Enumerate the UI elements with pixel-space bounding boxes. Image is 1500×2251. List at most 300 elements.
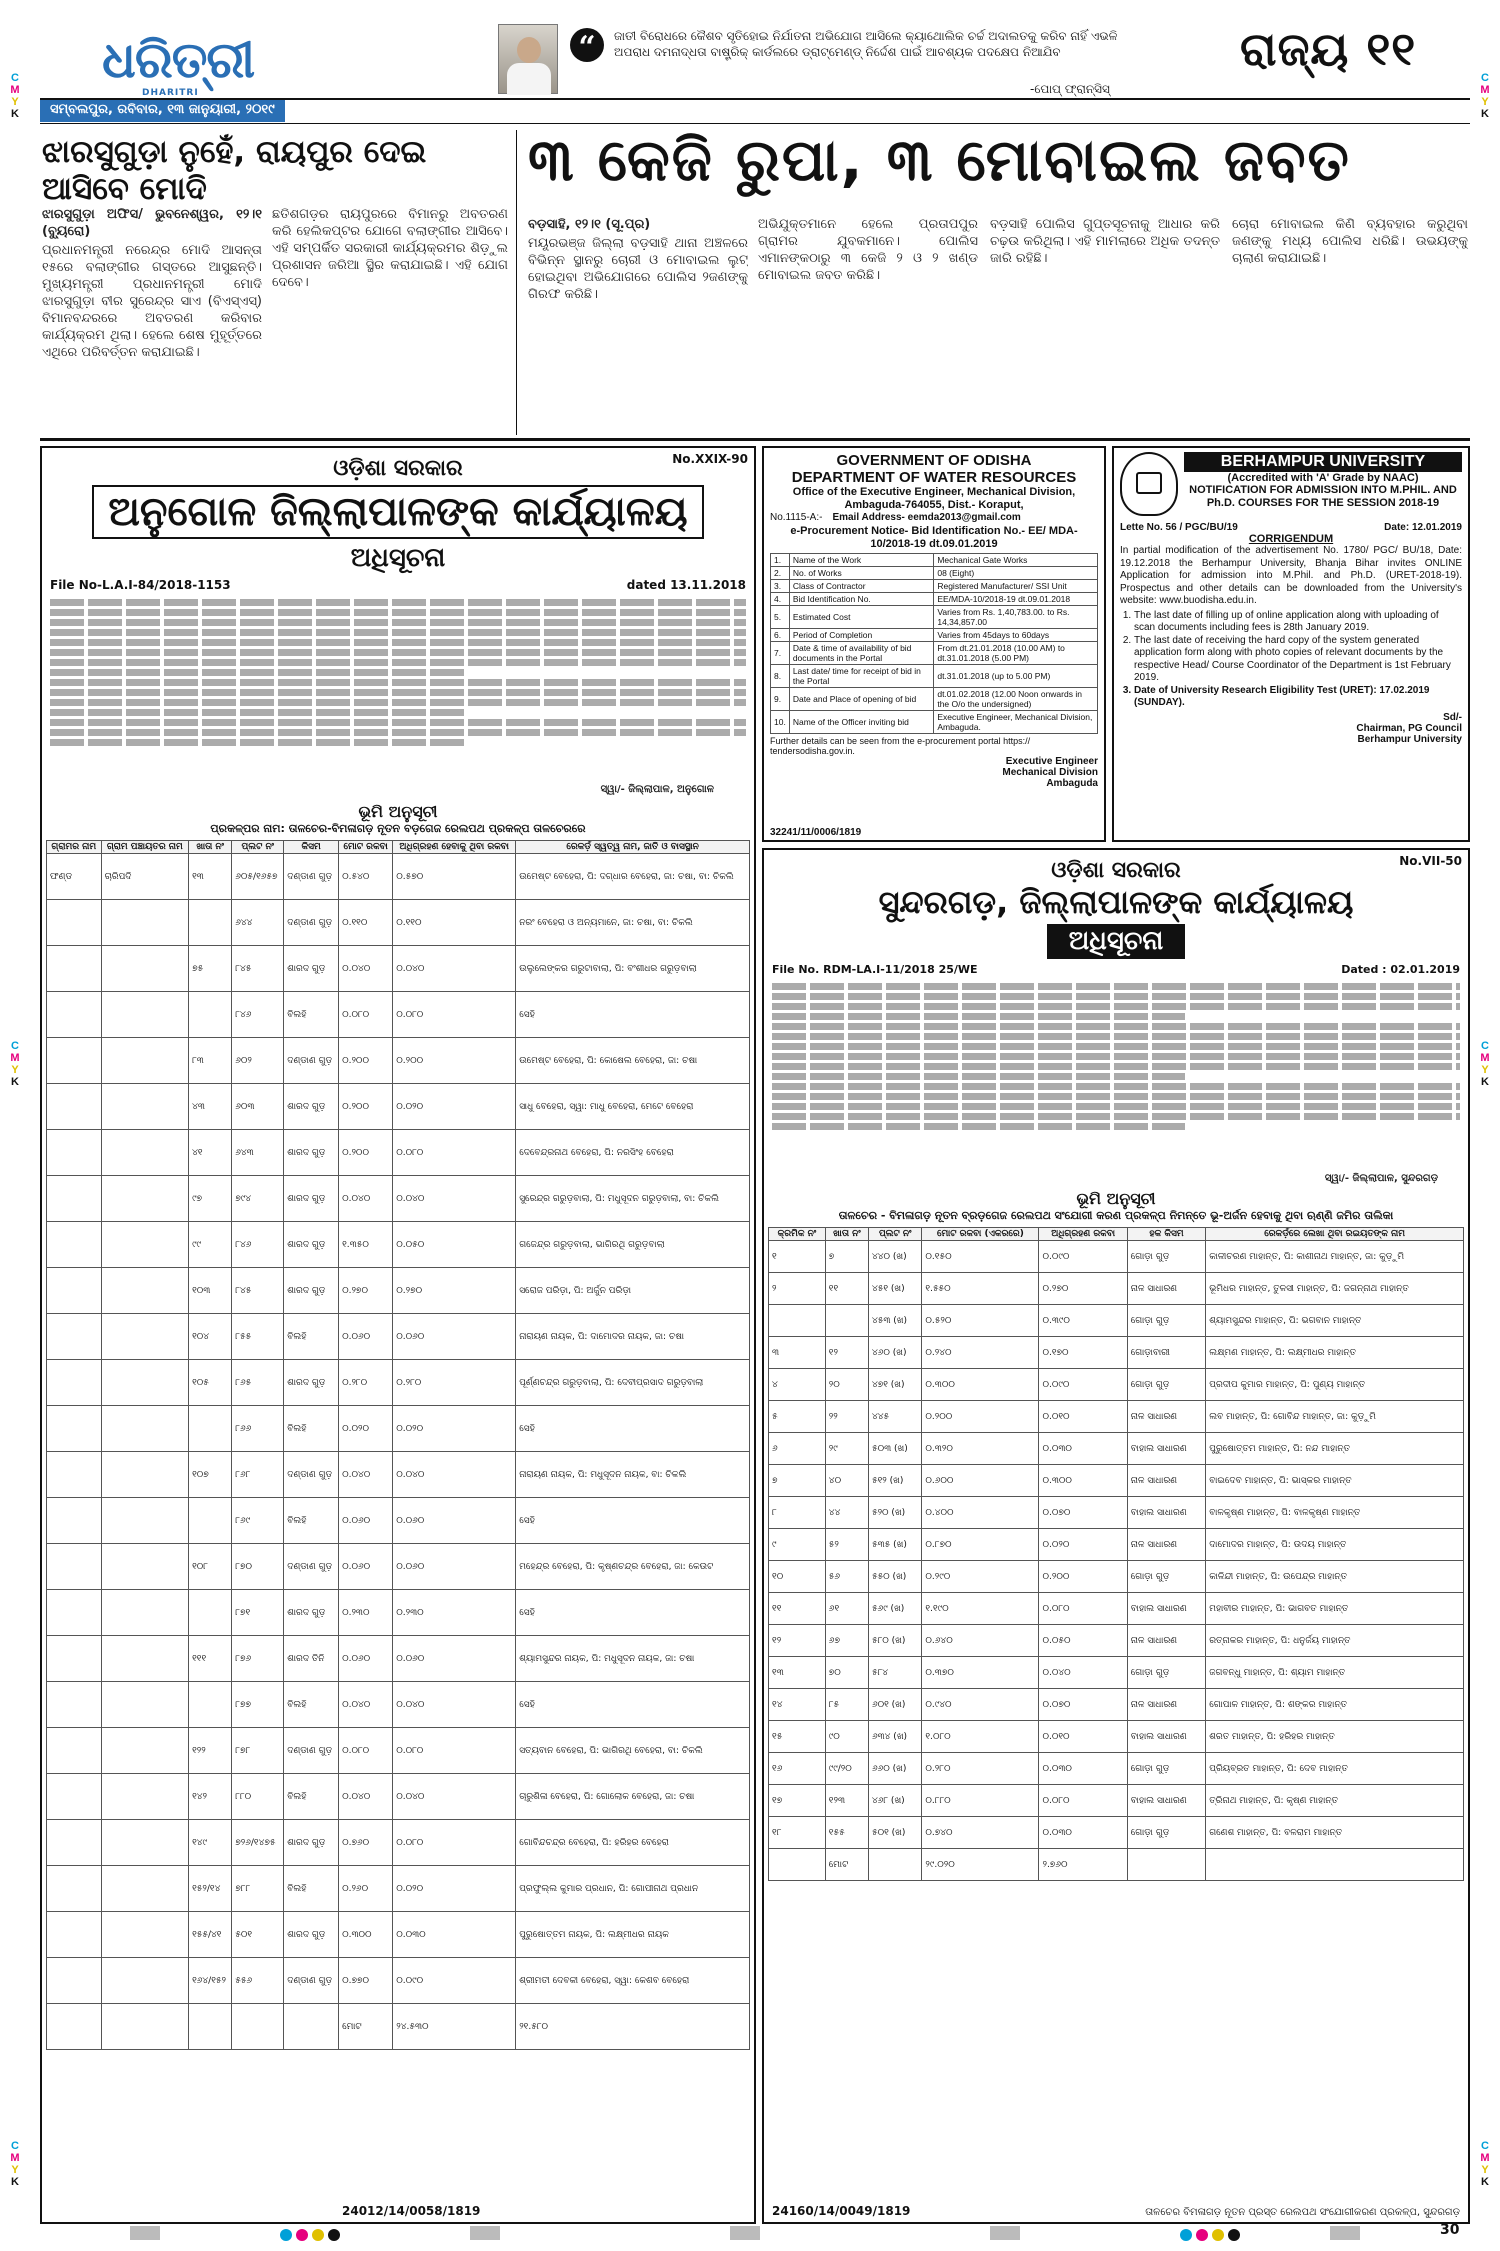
angul-table-cell	[284, 2004, 339, 2050]
berhampur-sign-org: Berhampur University	[1357, 733, 1462, 745]
angul-table-cell: ୦.୦୮୦	[339, 992, 393, 1038]
angul-table-cell	[189, 1682, 232, 1728]
angul-table-cell: ୦.୭୭୦	[339, 1958, 393, 2004]
sundargarh-table-cell: ୭୦	[825, 1657, 868, 1689]
sundargarh-table-row	[769, 1401, 1464, 1433]
left-news-byline: ଝାରସୁଗୁଡ଼ା ଅଫିସ/ ଭୁବନେଶ୍ୱର, ୧୨।୧ (ବ୍ୟୁରୋ)	[42, 207, 262, 239]
angul-table-cell: ୦.୦୨୦	[393, 1084, 516, 1130]
angul-table-cell: ସାଧୁ ବେହେରା, ସ୍ୱା: ମାଧୁ ବେହେରା, ମେଟେ ବେହେରା	[516, 1084, 750, 1130]
angul-table-cell: ୦.୦୬୦	[393, 1544, 516, 1590]
sundargarh-table-cell: ୬୭	[825, 1625, 868, 1657]
angul-table-cell: ୦.୦୪୦	[393, 1774, 516, 1820]
sundargarh-table-cell: ୬	[769, 1433, 826, 1465]
angul-table-cell: ଗଜେନ୍ଦ୍ର ଗରୁଡ଼ବାଲା, ଭାଗିରଥି ଗରୁଡ଼ବାଲା	[516, 1222, 750, 1268]
quote-text: ଜାତୀ ବିରୋଧରେ କୈଶବ ସୃତିହୋଇ ନିର୍ଯାତନା ଅଭିଯୋଗ ଆସିଲେ କ୍ୟାଥୋଲିକ ଚର୍ଚ୍ଚ ଅଦାଲତକୁ କରିବ ନାହିଁ ଏଭଳି ଅପରାଧ ଦମନାଦ୍ଧତା ବାଷ୍ଟ୍ରିକ୍ କାର୍ଡଲରେ ଡ୍ରାଟ୍‌ମେଣ୍ଡ୍ ନିର୍ଦ୍ଦେଶ ପାଇଁ ଆବଶ୍ୟକ ପଦକ୍ଷେପ ନିଆଯିବ	[614, 29, 1118, 59]
angul-table-cell: ୦.୦୪୦	[339, 1682, 393, 1728]
angul-table-cell: ସେହି	[516, 1682, 750, 1728]
water-table-row	[771, 711, 1098, 734]
news-bottom-rule	[40, 438, 1470, 441]
sundargarh-table-row	[769, 1465, 1464, 1497]
berhampur-notification: NOTIFICATION FOR ADMISSION INTO M.PHIL. AND Ph.D. COURSES FOR THE SESSION 2018-19	[1189, 484, 1457, 509]
cmyk-strip-mid-right: C M Y K	[1480, 1040, 1490, 1088]
sundargarh-table-cell: ୨	[769, 1273, 826, 1305]
sundargarh-table-row	[769, 1529, 1464, 1561]
water-table-cell: Period of Completion	[789, 629, 934, 642]
angul-table-cell: ଶାରଦ ତିନି	[284, 1636, 339, 1682]
angul-table-cell: ଦଣ୍ଡାଣ ଗୁଡ଼	[284, 1452, 339, 1498]
angul-table-cell: ପ୍ରଫୁଲ୍ଲ କୁମାର ପ୍ରଧାନ, ପି: ଗୋପୀନାଥ ପ୍ରଧାନ	[516, 1866, 750, 1912]
sundargarh-table-cell: କାଳୀଚରଣ ମାହାନ୍ତ, ପି: କାଶୀନାଥ ମାହାନ୍ତ, ଜା: କୁଡ଼ୁମି	[1206, 1241, 1464, 1273]
sundargarh-table-cell: ଗୋଡ଼ା ଗୁଡ଼	[1127, 1305, 1205, 1337]
sundargarh-table-cell: ପ୍ରିୟବ୍ରତ ମାହାନ୍ତ, ପି: ଦେବ ମାହାନ୍ତ	[1206, 1753, 1464, 1785]
sundargarh-table-cell: ୪୫୧ (ଖ)	[868, 1273, 921, 1305]
angul-table-cell: ୧୦୮	[189, 1544, 232, 1590]
water-table-cell: Mechanical Gate Works	[934, 554, 1098, 567]
angul-table-cell: ସରୋଜ ପରିଡ଼ା, ପି: ଅର୍ଜୁନ ପରିଡ଼ା	[516, 1268, 750, 1314]
water-table-cell: Last date/ time for receipt of bid in the Portal	[789, 665, 934, 688]
sundargarh-table-cell: ୫୬	[825, 1561, 868, 1593]
ad-angul-collector-sign: ସ୍ୱା/- ଜିଲ୍ଲାପାଳ, ଅନୁଗୋଳ	[600, 784, 714, 795]
angul-table-header-6: ଅଧିଗ୍ରହଣ ହେବାକୁ ଥିବା ରକବା	[393, 841, 516, 854]
sundargarh-table-cell: ୦.୩୯୦	[1039, 1305, 1127, 1337]
sundargarh-table-cell: ଗୋପାଳ ମାହାନ୍ତ, ପି: ଶଙ୍କର ମାହାନ୍ତ	[1206, 1689, 1464, 1721]
sundargarh-table-cell: ୫୫୦ (ଖ)	[868, 1561, 921, 1593]
ad-sundargarh-number: No.VII-50	[1399, 854, 1462, 868]
sundargarh-table-cell: ୪୬୮ (ଖ)	[868, 1785, 921, 1817]
sundargarh-table-row	[769, 1689, 1464, 1721]
sundargarh-table-cell: ବାଳକୃଷ୍ଣ ମାହାନ୍ତ, ପି: ବାଳକୃଷ୍ଣ ମାହାନ୍ତ	[1206, 1497, 1464, 1529]
angul-table-cell	[101, 1314, 188, 1360]
berhampur-sign-title: Chairman, PG Council	[1356, 722, 1462, 734]
sundargarh-table-cell: ୦.୩୦୦	[922, 1369, 1039, 1401]
angul-table-cell	[101, 992, 188, 1038]
angul-table-cell: ଶାରଦ ଗୁଡ଼	[284, 1590, 339, 1636]
ad-sundargarh-collector	[762, 848, 1470, 2224]
sundargarh-table-header-3: ମୋଟ ରକବା (ଏକରରେ)	[922, 1228, 1039, 1241]
water-table-row	[771, 688, 1098, 711]
sundargarh-table-cell: ୦.୭୪୦	[922, 1817, 1039, 1849]
sundargarh-table-cell: ୦.୦୮୦	[1039, 1593, 1127, 1625]
sundargarh-table-row	[769, 1593, 1464, 1625]
angul-table-cell: ୮୪୫	[232, 946, 284, 992]
ad-water-signatory: Executive Engineer Mechanical Division Ambaguda	[1002, 756, 1098, 789]
angul-table-cell	[47, 1544, 102, 1590]
sundargarh-table-cell: ୦.୯୪୦	[922, 1689, 1039, 1721]
angul-table-cell: ନାରାୟଣ ନାୟକ, ପି: ମଧୁସୂଦନ ନାୟକ, ବା: ଚିକଲି	[516, 1452, 750, 1498]
angul-table-cell	[101, 1452, 188, 1498]
angul-table-cell: ୪୧	[189, 1130, 232, 1176]
sundargarh-table-cell: ୦.୦୨୦	[1039, 1529, 1127, 1561]
angul-table-row	[47, 1360, 750, 1406]
sundargarh-table-cell: ବାହାଲ ସାଧାରଣ	[1127, 1433, 1205, 1465]
angul-table-cell: ବିଲହି	[284, 1774, 339, 1820]
angul-table-cell	[101, 946, 188, 992]
sundargarh-table-cell: ଦାମୋଦର ମାହାନ୍ତ, ପି: ଉଦୟ ମାହାନ୍ତ	[1206, 1529, 1464, 1561]
angul-table-row	[47, 2004, 750, 2050]
sundargarh-table-cell: ନାଳ ସାଧାରଣ	[1127, 1273, 1205, 1305]
sundargarh-table-cell: ପ୍ରଦୀପ କୁମାର ମାହାନ୍ତ, ପି: ପୁଣ୍ୟ ମାହାନ୍ତ	[1206, 1369, 1464, 1401]
sundargarh-table-cell: ୧୭	[769, 1785, 826, 1817]
angul-table-cell: ଫଣ୍ଡ	[47, 854, 102, 900]
ad-sundargarh-land-table	[768, 1227, 1464, 1881]
dateline-bar	[40, 98, 1470, 124]
angul-table-row	[47, 1866, 750, 1912]
ad-sundargarh-collector-sign: ସ୍ୱା/- ଜିଲ୍ଲାପାଳ, ସୁନ୍ଦରଗଡ଼	[1324, 1173, 1438, 1184]
berhampur-date: Date: 12.01.2019	[1384, 522, 1462, 533]
angul-table-cell: ୦.୦୨୦	[339, 1406, 393, 1452]
sundargarh-table-row	[769, 1497, 1464, 1529]
angul-table-cell	[232, 2004, 284, 2050]
angul-table-cell: ୮୪୫	[232, 1268, 284, 1314]
angul-table-cell	[101, 1590, 188, 1636]
water-table-cell: 7.	[771, 642, 790, 665]
sundargarh-table-cell: ୦.୩୭୦	[922, 1657, 1039, 1689]
sundargarh-table-cell: ୧.୧୯୦	[922, 1593, 1039, 1625]
angul-table-cell: ୮୭୧	[232, 1590, 284, 1636]
ad-water-dept: DEPARTMENT OF WATER RESOURCES	[791, 469, 1077, 486]
sundargarh-table-row	[769, 1721, 1464, 1753]
sundargarh-table-cell: ୭	[769, 1465, 826, 1497]
angul-table-cell: ୧୫୨/୧୪	[189, 1866, 232, 1912]
angul-table-row	[47, 1084, 750, 1130]
angul-table-row	[47, 854, 750, 900]
sundargarh-table-cell: ୪୫୩ (ଖ)	[868, 1305, 921, 1337]
sundargarh-table-cell: ୯୯/୨୦	[825, 1753, 868, 1785]
water-table-cell: Varies from 45days to 60days	[934, 629, 1098, 642]
berhampur-accredited: (Accredited with 'A' Grade by NAAC)	[1227, 472, 1419, 484]
angul-table-cell: ୦.୦୪୦	[393, 1452, 516, 1498]
sundargarh-table-cell: ମହାବୀର ମାହାନ୍ତ, ପି: ଭାଗବତ ମାହାନ୍ତ	[1206, 1593, 1464, 1625]
sundargarh-table-cell: ୩	[769, 1337, 826, 1369]
sundargarh-table-cell: ୧୮	[769, 1817, 826, 1849]
angul-table-cell: ୦.୦୮୦	[393, 1728, 516, 1774]
angul-table-cell: ୮୬୮	[232, 1452, 284, 1498]
sundargarh-table-cell: ୦.୨୦୦	[922, 1401, 1039, 1433]
water-table-cell: No. of Works	[789, 567, 934, 580]
ad-water-office: Office of the Executive Engineer, Mechanical Division, Ambaguda-764055, Dist.- Koraput,	[792, 486, 1076, 511]
sundargarh-table-cell: ୦.୨୯୦	[922, 1561, 1039, 1593]
sundargarh-table-cell: ନାଳ ସାଧାରଣ	[1127, 1529, 1205, 1561]
angul-table-row	[47, 1636, 750, 1682]
water-table-cell: dt.31.01.2018 (up to 5.00 PM)	[934, 665, 1098, 688]
angul-table-cell: ଶ୍ରୀମତୀ ଦେବକୀ ବେହେରା, ସ୍ୱା: କେଶବ ବେହେରା	[516, 1958, 750, 2004]
angul-table-cell	[101, 1176, 188, 1222]
angul-table-cell	[47, 1728, 102, 1774]
angul-table-cell: ୭୯୪	[232, 1176, 284, 1222]
right-news-body-4: ଚୋରା ମୋବାଇଲ କିଣି ବ୍ୟବହାର କରୁଥିବା ଜଣଙ୍କୁ ମଧ୍ୟ ପୋଲିସ ଧରିଛି। ଉଭୟଙ୍କୁ ଚାଲାଣ କରାଯାଇଛି।	[1232, 217, 1468, 266]
angul-table-cell: ଶାରଦ ଗୁଡ଼	[284, 1268, 339, 1314]
sundargarh-table-cell: ୧.୦୮୦	[922, 1721, 1039, 1753]
angul-table-row	[47, 1176, 750, 1222]
water-table-cell: From dt.21.01.2018 (10.00 AM) to dt.31.01.2018 (5.00 PM)	[934, 642, 1098, 665]
angul-table-row	[47, 1130, 750, 1176]
right-news-byline: ବଡ଼ସାହି, ୧୨।୧ (ସୂ.ପ୍ର)	[528, 217, 651, 232]
sundargarh-table-cell: ୫୬୯ (ଖ)	[868, 1593, 921, 1625]
angul-table-cell	[189, 1590, 232, 1636]
berhampur-letter-no: Lette No. 56 / PGC/BU/19	[1120, 522, 1238, 533]
angul-table-cell: ୦.୭୬୦	[339, 1820, 393, 1866]
sundargarh-table-cell: ବାହାଲ ସାଧାରଣ	[1127, 1497, 1205, 1529]
angul-table-cell: ୦.୦୮୦	[393, 1820, 516, 1866]
sundargarh-table-cell: ୫୮୦ (ଖ)	[868, 1625, 921, 1657]
sundargarh-table-cell: ୧୬	[769, 1753, 826, 1785]
sundargarh-table-cell: ଗୋଡ଼ାବାରୀ	[1127, 1337, 1205, 1369]
sundargarh-table-cell: ୦.୮୮୦	[922, 1785, 1039, 1817]
sundargarh-table-row	[769, 1657, 1464, 1689]
sundargarh-table-header-2: ପ୍ଲଟ ନଂ	[868, 1228, 921, 1241]
sundargarh-table-cell: ୮	[769, 1497, 826, 1529]
angul-table-cell	[189, 900, 232, 946]
angul-table-cell: ୦.୨୦୦	[393, 1038, 516, 1084]
sundargarh-table-row	[769, 1273, 1464, 1305]
angul-table-cell: ୧୦୫	[189, 1360, 232, 1406]
berhampur-sign: Sd/-	[1443, 711, 1462, 723]
sundargarh-table-cell: ୭	[825, 1241, 868, 1273]
sundargarh-table-cell: ୦.୦୩୦	[1039, 1753, 1127, 1785]
sundargarh-table-cell: ୫୩୫ (ଖ)	[868, 1529, 921, 1561]
angul-table-cell	[47, 1038, 102, 1084]
sundargarh-table-cell: ୯	[769, 1529, 826, 1561]
angul-table-header-1: ଗ୍ରାମ ପଞ୍ଚାୟତର ନାମ	[101, 841, 188, 854]
angul-table-cell: ୦.୦୬୦	[393, 1314, 516, 1360]
angul-table-cell: ଶାରଦ ଗୁଡ଼	[284, 1360, 339, 1406]
sundargarh-table-cell	[1127, 1849, 1205, 1881]
ad-angul-schedule-title: ଭୂମି ଅନୁସୂଚୀ	[358, 802, 438, 821]
sundargarh-table-cell: ୪୪	[825, 1497, 868, 1529]
ad-sundargarh-office: ସୁନ୍ଦରଗଡ଼, ଜିଲ୍ଲାପାଳଙ୍କ କାର୍ଯ୍ୟାଳୟ	[878, 883, 1354, 921]
angul-table-header-0: ଗ୍ରାମର ନାମ	[47, 841, 102, 854]
ad-sundargarh-schedule-title: ଭୂମି ଅନୁସୂଚୀ	[1076, 1189, 1156, 1208]
sundargarh-table-cell: କାଳିନ୍ଦୀ ମାହାନ୍ତ, ପି: ଉପେନ୍ଦ୍ର ମାହାନ୍ତ	[1206, 1561, 1464, 1593]
angul-table-cell	[47, 1084, 102, 1130]
water-table-row	[771, 580, 1098, 593]
ad-sundargarh-gov: ଓଡ଼ିଶା ସରକାର	[1051, 858, 1181, 883]
angul-table-cell: ୦.୦୩୦	[393, 1912, 516, 1958]
masthead	[30, 22, 1470, 102]
sundargarh-table-cell: ୧୨	[825, 1337, 868, 1369]
water-table-row	[771, 665, 1098, 688]
berhampur-corrigendum: CORRIGENDUM	[1248, 533, 1334, 545]
angul-table-cell: ୦.୦୬୦	[339, 1498, 393, 1544]
angul-table-cell: ସତ୍ୟବାନ ବେହେରା, ପି: ଭାଗିରଥି ବେହେରା, ବା: ଚିକଲି	[516, 1728, 750, 1774]
ad-sundargarh-notice-body	[764, 980, 1468, 1170]
sundargarh-table-cell: ଗୋଡ଼ା ଗୁଡ଼	[1127, 1241, 1205, 1273]
print-registration-footer	[0, 2222, 1500, 2246]
cmyk-strip-top-right: C M Y K	[1480, 72, 1490, 120]
ad-water-footer: 32241/11/0006/1819	[770, 827, 862, 838]
ad-sundargarh-file-no: File No. RDM-LA.I-11/2018 25/WE	[772, 963, 978, 976]
sundargarh-table-cell: ୨.୭୬୦	[1039, 1849, 1127, 1881]
water-table-row	[771, 567, 1098, 580]
angul-table-cell: ୦.୦୯୦	[393, 1958, 516, 2004]
sundargarh-table-row	[769, 1817, 1464, 1849]
sundargarh-table-header-6: ରେକର୍ଡ଼ରେ ଲେଖା ଥିବା ରଇୟତଙ୍କ ନାମ	[1206, 1228, 1464, 1241]
angul-table-row	[47, 1728, 750, 1774]
angul-table-cell: ୬୪୪	[232, 900, 284, 946]
angul-table-row	[47, 992, 750, 1038]
angul-table-cell	[101, 1866, 188, 1912]
angul-table-cell: ମୋଟ	[339, 2004, 393, 2050]
ad-angul-office: ଅନୁଗୋଳ ଜିଲ୍ଲାପାଳଙ୍କ କାର୍ଯ୍ୟାଳୟ	[92, 485, 703, 539]
sundargarh-table-cell: ଲକ୍ଷ୍ମଣ ମାହାନ୍ତ, ପି: ଲକ୍ଷ୍ମୀଧର ମାହାନ୍ତ	[1206, 1337, 1464, 1369]
ad-water-further: Further details can be seen from the e-procurement portal https:// tendersodisha.gov.in.	[770, 736, 1031, 756]
sundargarh-table-cell: ୫୦୧ (ଖ)	[868, 1817, 921, 1849]
sundargarh-table-header-4: ଅଧିଗ୍ରହଣ ରକବା	[1039, 1228, 1127, 1241]
angul-table-cell: ୦.୩୦୦	[339, 1912, 393, 1958]
water-table-cell: Registered Manufacturer/ SSI Unit	[934, 580, 1098, 593]
angul-table-cell	[47, 1406, 102, 1452]
angul-table-cell: ଶାରଦ ଗୁଡ଼	[284, 1820, 339, 1866]
angul-table-cell: ୮୮୦	[232, 1774, 284, 1820]
right-news-body-3: ବଡ଼ସାହି ପୋଲିସ ଗୁପ୍ତସୂଚନାକୁ ଆଧାର କରି ଚଢ଼ଉ କରିଥିଲା। ଏହି ମାମଲାରେ ଅଧିକ ତଦନ୍ତ ଜାରି ରହିଛି।	[990, 217, 1220, 266]
sundargarh-table-cell: ବାଇଦେବ ମାହାନ୍ତ, ପି: ଭାସ୍କର ମାହାନ୍ତ	[1206, 1465, 1464, 1497]
angul-table-cell	[47, 1452, 102, 1498]
sundargarh-table-cell: ୧୨୩	[825, 1785, 868, 1817]
berhampur-point: 3. Date of University Research Eligibility Test (URET): 17.02.2019 (SUNDAY).	[1134, 685, 1462, 710]
angul-table-cell: ୦.୦୨୦	[393, 1406, 516, 1452]
section-title: ରାଜ୍ୟ ୧୧	[1240, 22, 1417, 76]
angul-table-cell	[47, 1820, 102, 1866]
sundargarh-table-cell: ୧.୫୫୦	[922, 1273, 1039, 1305]
cmyk-strip-bottom-right: C M Y K	[1480, 2140, 1490, 2188]
berhampur-point: 2. The last date of receiving the hard copy of the system generated application form along with photo copies of relevant documents by the respective Head/ Course Coordinator of the Department is 1st February 2019.	[1134, 635, 1462, 685]
ad-angul-number: No.XXIX-90	[672, 452, 748, 466]
berhampur-body: In partial modification of the advertisement No. 1780/ PGC/ BU/18, Date: 19.12.2018 the Berhampur University, Bhanja Bihar invites ONLINE Application for admission into M.Phil. and Ph.D. (URET-2018-19). Prospectus and other details can be downloaded from the University's website: www.buodisha.edu.in.	[1120, 545, 1462, 606]
angul-table-cell	[47, 1866, 102, 1912]
angul-table-cell: ୧୦୪	[189, 1314, 232, 1360]
sundargarh-table-row	[769, 1241, 1464, 1273]
angul-table-cell	[47, 1222, 102, 1268]
right-news-headline: ୩ କେଜି ରୁପା, ୩ ମୋବାଇଲ ଜବତ	[528, 126, 1351, 194]
angul-table-cell: ୮୪୬	[232, 992, 284, 1038]
berhampur-point: 1. The last date of filling up of online application along with uploading of scan documents including fees is 28th January 2019.	[1134, 610, 1462, 635]
angul-table-cell	[101, 1820, 188, 1866]
left-news-col-1	[42, 206, 262, 434]
angul-table-cell: ୧୦୭	[189, 1452, 232, 1498]
water-table-cell: 08 (Eight)	[934, 567, 1098, 580]
angul-table-cell	[47, 1360, 102, 1406]
angul-table-cell: ୮୭୮	[232, 1728, 284, 1774]
sundargarh-table-cell	[825, 1305, 868, 1337]
angul-table-cell: ଦଣ୍ଡାଣ ଗୁଡ଼	[284, 854, 339, 900]
water-table-row	[771, 593, 1098, 606]
angul-table-cell	[47, 992, 102, 1038]
angul-table-cell: ୦.୨୩୦	[393, 1590, 516, 1636]
sundargarh-table-cell: ୦.୦୭୦	[1039, 1689, 1127, 1721]
sundargarh-table-row	[769, 1561, 1464, 1593]
sundargarh-table-cell	[1206, 1849, 1464, 1881]
water-table-cell: Name of the Work	[789, 554, 934, 567]
angul-table-cell	[101, 1222, 188, 1268]
sundargarh-table-row	[769, 1753, 1464, 1785]
angul-table-cell: ୬୪୩	[232, 1130, 284, 1176]
right-news-body: ମୟୂରଭଞ୍ଜ ଜିଲ୍ଲା ବଡ଼ସାହି ଥାନା ଅଞ୍ଚଳରେ ବିଭିନ୍ନ ସ୍ଥାନରୁ ଚୋରୀ ଓ ମୋବାଇଲ ଲୁଟ୍ ହୋଇଥିବା ଅଭିଯୋଗରେ ପୋଲିସ ୨ଜଣଙ୍କୁ ଗିରଫ କରିଛି।	[528, 236, 748, 302]
angul-table-header-7: ରେକର୍ଡ଼ ସ୍ୱତ୍ୱ ନାମ, ଜାତି ଓ ବାସସ୍ଥାନ	[516, 841, 750, 854]
sundargarh-table-cell: ୧୫	[769, 1721, 826, 1753]
angul-table-cell	[189, 1498, 232, 1544]
sundargarh-table-cell: ୦.୨୦୦	[1039, 1561, 1127, 1593]
angul-table-cell: ୧୩	[189, 854, 232, 900]
sundargarh-table-cell: ୦.୦୧୦	[1039, 1401, 1127, 1433]
water-table-cell: 10.	[771, 711, 790, 734]
angul-table-cell: ୮୭୭	[232, 1682, 284, 1728]
sundargarh-table-cell: ୯୦	[825, 1721, 868, 1753]
angul-table-cell: ୧୪୯	[189, 1820, 232, 1866]
angul-table-cell	[101, 1544, 188, 1590]
quote-author: -ପୋପ୍ ଫ୍ରାନ୍ସିସ୍	[1030, 82, 1110, 96]
water-table-cell: 2.	[771, 567, 790, 580]
angul-table-cell: ୦.୨୦୦	[339, 1038, 393, 1084]
berhampur-points	[1120, 610, 1462, 710]
water-table-cell: Varies from Rs. 1,40,783.00. to Rs. 14,34,857.00	[934, 606, 1098, 629]
angul-table-row	[47, 946, 750, 992]
angul-table-cell: ଚାରୁଶିଳା ବେହେରା, ପି: ଗୋଲୋକ ବେହେରା, ଜା: ଚଷା	[516, 1774, 750, 1820]
angul-table-cell: ୧୨୨	[189, 1728, 232, 1774]
angul-table-cell	[101, 1636, 188, 1682]
angul-table-cell: ୮୫୫	[232, 1314, 284, 1360]
berhampur-title: BERHAMPUR UNIVERSITY	[1184, 452, 1462, 472]
angul-table-cell: ପୂର୍ଣ୍ଣଚନ୍ଦ୍ର ଗରୁଡ଼ବାଲା, ପି: ଦେବୀପ୍ରସାଦ ଗରୁଡ଼ବାଲା	[516, 1360, 750, 1406]
sundargarh-table-cell: ପୁରୁଷୋତ୍ତମ ମାହାନ୍ତ, ପି: ନନ୍ଦ ମାହାନ୍ତ	[1206, 1433, 1464, 1465]
sundargarh-table-cell: ବାହାଲ ସାଧାରଣ	[1127, 1593, 1205, 1625]
angul-table-cell: ସୁରେନ୍ଦ୍ର ଗରୁଡ଼ବାଲା, ପି: ମଧୁସୂଦନ ଗରୁଡ଼ବାଲା, ବା: ଚିକଲି	[516, 1176, 750, 1222]
angul-table-cell	[47, 1682, 102, 1728]
angul-table-cell: ୦.୨୦୦	[339, 1084, 393, 1130]
angul-table-cell: ୦.୨୦୦	[339, 1130, 393, 1176]
angul-table-cell	[101, 1360, 188, 1406]
right-news-body-2: ଅଭିଯୁକ୍ତମାନେ ହେଲେ ପ୍ରତାପପୁର ଗ୍ରାମର ଯୁବକମାନେ। ପୋଲିସ ଏମାନଙ୍କଠାରୁ ୩ କେଜି ୨ ଓ ୨ ଖଣ୍ଡ ମୋବାଇଲ ଜବତ କରିଛି।	[758, 217, 978, 283]
angul-table-cell: ବିଲହି	[284, 1682, 339, 1728]
water-table-cell: 3.	[771, 580, 790, 593]
sundargarh-table-row	[769, 1625, 1464, 1657]
angul-table-cell	[101, 1268, 188, 1314]
ad-berhampur-university	[1112, 446, 1470, 842]
angul-table-cell: ୧୧୧	[189, 1636, 232, 1682]
sundargarh-table-cell: ୦.୦୯୦	[1039, 1369, 1127, 1401]
water-table-cell: 6.	[771, 629, 790, 642]
sundargarh-table-cell: ଗୋଡ଼ା ଗୁଡ଼	[1127, 1561, 1205, 1593]
water-table-cell: 8.	[771, 665, 790, 688]
sundargarh-table-cell: ୦.୦୩୦	[1039, 1817, 1127, 1849]
sundargarh-table-row	[769, 1785, 1464, 1817]
angul-table-cell: ମହେନ୍ଦ୍ର ବେହେରା, ପି: କୃଷ୍ଣଚନ୍ଦ୍ର ବେହେରା, ଜା: କେଉଟ	[516, 1544, 750, 1590]
ad-water-ref: No.1115-A:-	[770, 512, 823, 523]
quote-mark-icon: “	[570, 28, 604, 62]
sundargarh-table-cell: ୦.୦୭୦	[1039, 1497, 1127, 1529]
left-news-body-2: ଛତିଶଗଡ଼ର ରାୟପୁରରେ ବିମାନରୁ ଅବତରଣ କରି ହେଲିକପ୍ଟର ଯୋଗେ ବଲାଙ୍ଗୀର ଆସିବେ। ଏହି ସମ୍ପର୍କିତ ସରକାରୀ କାର୍ଯ୍ୟକ୍ରମର ଶିଡ଼ୁଲ ପ୍ରଶାସନ ଜରିଆ ସ୍ଥିର କରାଯାଇଛି। ଏହି ଯୋଗ ଦେବେ।	[272, 207, 508, 290]
angul-table-cell: ୯୭	[189, 1176, 232, 1222]
angul-table-cell	[47, 1130, 102, 1176]
ad-sundargarh-footer-right: ତାଳଚେର ବିମଳାଗଡ଼ ନୂତନ ପ୍ରସ୍ତ ରେଲପଥ ସଂଯୋଗୀକରଣ ପ୍ରକଳ୍ପ, ସୁନ୍ଦରଗଡ଼	[1145, 2207, 1460, 2218]
angul-table-cell	[101, 1728, 188, 1774]
angul-table-cell: ୧୫୫/୪୧	[189, 1912, 232, 1958]
angul-table-cell	[101, 1084, 188, 1130]
sundargarh-table-cell: ଗୋଡ଼ା ଗୁଡ଼	[1127, 1369, 1205, 1401]
angul-table-cell	[47, 900, 102, 946]
angul-table-cell: ୮୪୬	[232, 1222, 284, 1268]
angul-table-cell	[101, 900, 188, 946]
angul-table-row	[47, 1682, 750, 1728]
angul-table-row	[47, 1498, 750, 1544]
angul-table-cell: ସେହି	[516, 1590, 750, 1636]
angul-table-cell: ଶାରଦ ଗୁଡ଼	[284, 1222, 339, 1268]
sundargarh-table-row	[769, 1337, 1464, 1369]
water-table-cell: Estimated Cost	[789, 606, 934, 629]
angul-table-cell: ୦.୦୬୦	[339, 1314, 393, 1360]
newspaper-logo: ଧରିତ୍ରୀ	[102, 30, 255, 89]
sundargarh-table-cell: ୦.୨୪୦	[922, 1337, 1039, 1369]
angul-table-cell: ୦.୧୧୦	[393, 900, 516, 946]
